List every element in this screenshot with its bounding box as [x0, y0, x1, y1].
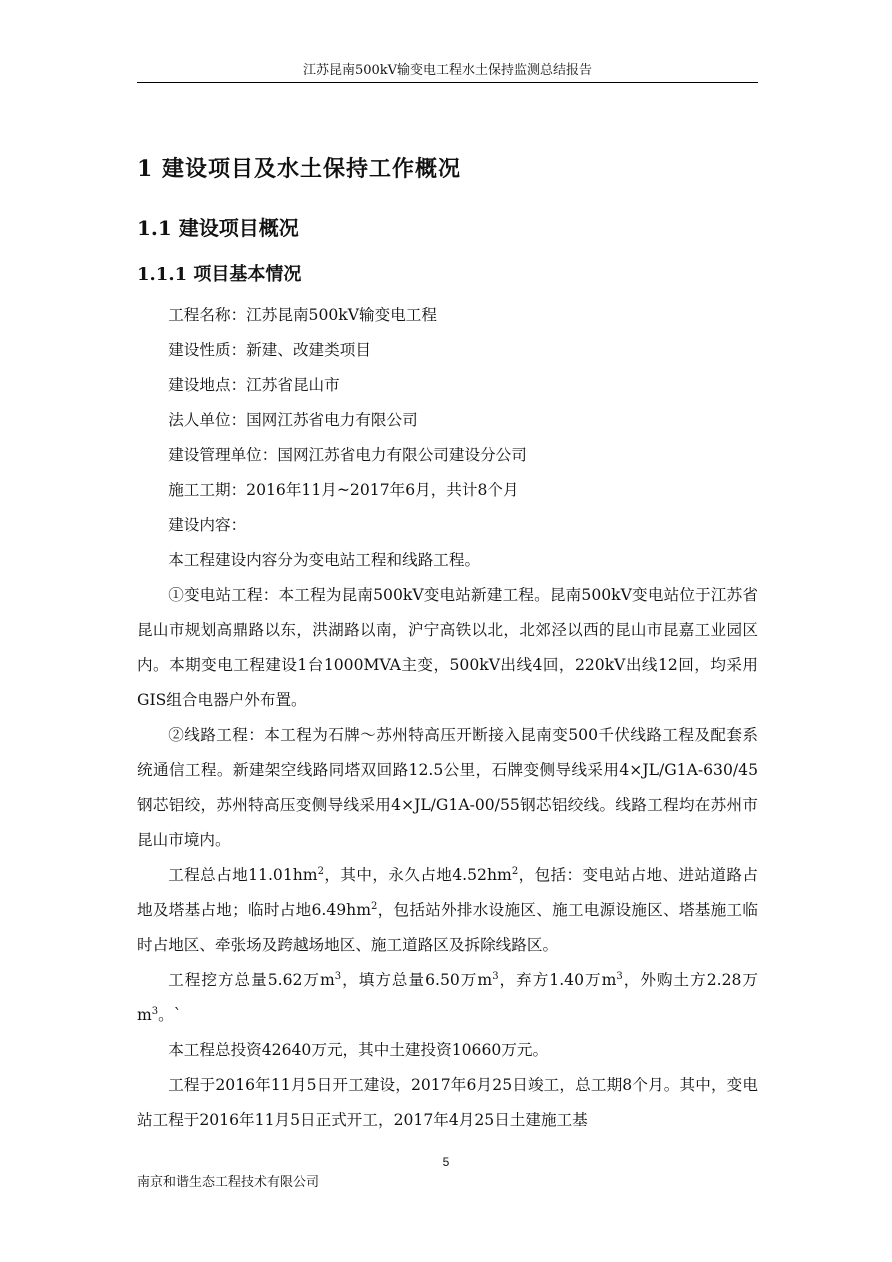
construction-location: 建设地点：江苏省昆山市	[168, 376, 340, 394]
earth-text-e: 。`	[158, 1006, 182, 1024]
superscript: 3	[616, 970, 623, 982]
management-unit: 建设管理单位：国网江苏省电力有限公司建设分公司	[168, 446, 527, 464]
superscript: 2	[371, 900, 378, 912]
superscript: 3	[334, 970, 342, 982]
legal-entity: 法人单位：国网江苏省电力有限公司	[168, 411, 418, 429]
chapter-heading: 1 建设项目及水土保持工作概况	[137, 156, 461, 182]
land-text-d: ，包括站外排水设施区、施工电源设施区、塔基施工临时占地区、牵张场及跨越场地区、施工道路区及拆除线路区。	[137, 901, 758, 954]
superscript: 3	[151, 1005, 159, 1017]
land-occupation-paragraph	[137, 858, 758, 963]
line-project-paragraph: ②线路工程：本工程为石牌～苏州特高压开断接入昆南变500千伏线路工程及配套系统通信工程。新建架空线路同塔双回路12.5公里，石牌变侧导线采用4×JL/G1A-630/45钢芯铝绞，苏州特高压变侧导线采用4×JL/G1A-00/55钢芯铝绞线。线路工程均在苏州市昆山市境内。	[137, 726, 758, 849]
construction-period: 施工工期：2016年11月~2017年6月，共计8个月	[168, 481, 519, 499]
content-intro-paragraph: 本工程建设内容分为变电站工程和线路工程。	[168, 551, 481, 569]
body-text	[137, 298, 758, 1138]
superscript: 2	[511, 865, 519, 877]
superscript: 3	[492, 970, 499, 982]
land-text-c: ，包括：变电站占地、进站道路占地及塔基占地；临时占地6.49hm	[137, 866, 758, 919]
earth-text-c: ，弃方1.40万m	[498, 971, 617, 989]
construction-nature: 建设性质：新建、改建类项目	[168, 341, 371, 359]
header-rule	[137, 82, 758, 83]
page-footer: 南京和谐生态工程技术有限公司	[137, 1175, 320, 1190]
land-text-a: 工程总占地11.01hm	[168, 866, 318, 884]
investment-paragraph: 本工程总投资42640万元，其中土建投资10660万元。	[168, 1041, 549, 1059]
earth-text-d: ，外购土方2.28万m	[137, 971, 759, 1024]
page-number: 5	[442, 1155, 450, 1169]
page-header: 江苏昆南500kV输变电工程水土保持监测总结报告	[302, 63, 593, 78]
earth-text-b: ，填方总量6.50万m	[341, 971, 493, 989]
land-text-b: ，其中，永久占地4.52hm	[323, 866, 512, 884]
superscript: 2	[317, 865, 324, 877]
section-heading: 1.1 建设项目概况	[137, 216, 299, 240]
substation-paragraph: ①变电站工程：本工程为昆南500kV变电站新建工程。昆南500kV变电站位于江苏省昆山市规划高鼎路以东，洪湖路以南，沪宁高铁以北，北郊泾以西的昆山市昆嘉工业园区内。本期变电工程建设1台1000MVA主变，500kV出线4回，220kV出线12回，均采用GIS组合电器户外布置。	[137, 586, 758, 709]
schedule-paragraph: 工程于2016年11月5日开工建设，2017年6月25日竣工，总工期8个月。其中，变电站工程于2016年11月5日正式开工，2017年4月25日土建施工基	[137, 1076, 758, 1129]
earth-text-a: 工程挖方总量5.62万m	[168, 971, 335, 989]
earthwork-paragraph	[137, 963, 758, 1033]
construction-content-label: 建设内容：	[168, 516, 247, 534]
project-name: 工程名称：江苏昆南500kV输变电工程	[168, 306, 437, 324]
subsection-heading: 1.1.1 项目基本情况	[137, 264, 302, 285]
